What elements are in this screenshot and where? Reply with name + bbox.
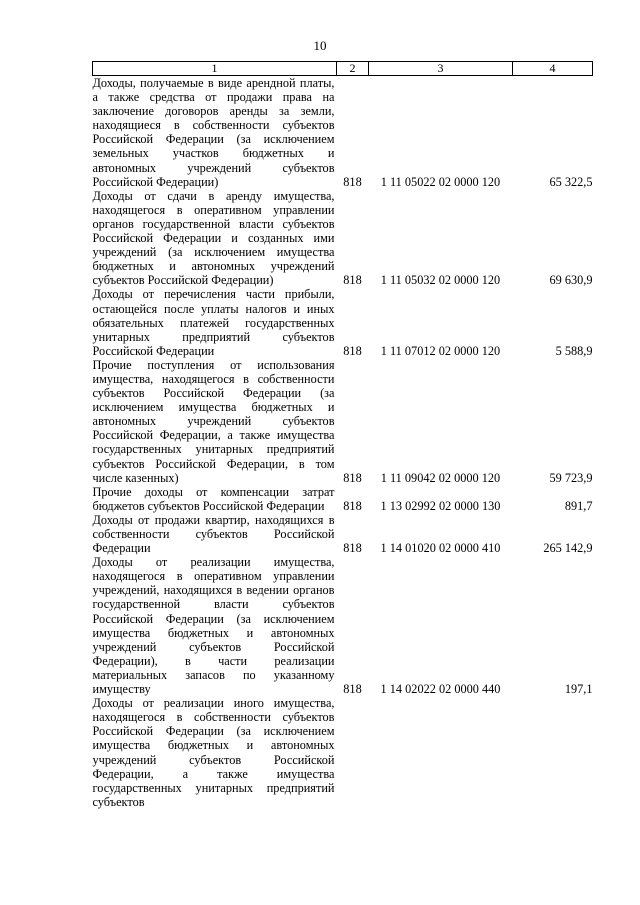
- table-body: [93, 76, 593, 809]
- budget-classification-code: 1 11 05032 02 0000 120: [380, 273, 501, 288]
- budget-classification-code: 1 11 07012 02 0000 120: [380, 343, 501, 358]
- revenue-name: Доходы, получаемые в виде арендной платы, а также средства от продажи права на заключение договоров аренды за земли, находящиеся в собственности субъектов Российской Федерации (за исключением земельных участков бюджетных и автономных учреждений субъектов Российской Федерации): [92, 76, 335, 189]
- table-row: [93, 513, 593, 555]
- revenue-table: [92, 61, 593, 809]
- table-row: [93, 287, 593, 357]
- admin-code: 818: [343, 541, 362, 556]
- amount: 5 588,9: [555, 343, 593, 358]
- admin-code: 818: [343, 343, 362, 358]
- budget-classification-code: 1 14 02022 02 0000 440: [380, 682, 501, 697]
- amount: 197,1: [564, 682, 593, 697]
- revenue-name: Доходы от сдачи в аренду имущества, находящегося в оперативном управлении органов государственной власти субъектов Российской Федерации и созданных ими учреждений (за исключением имущества бюджетных и автономных учреждений субъектов Российской Федерации): [92, 188, 335, 288]
- amount: 891,7: [564, 498, 593, 513]
- revenue-name: Доходы от перечисления части прибыли, остающейся после уплаты налогов и иных обязательных платежей государственных унитарных предприятий субъектов Российской Федерации: [92, 287, 335, 358]
- table-row: [93, 696, 593, 809]
- budget-classification-code: 1 13 02992 02 0000 130: [380, 498, 501, 513]
- admin-code: 818: [343, 273, 362, 288]
- amount: [513, 696, 593, 809]
- amount: 265 142,9: [543, 541, 593, 556]
- table-row: [93, 358, 593, 485]
- header-col-2: 2: [337, 62, 369, 76]
- budget-classification-code: 1 14 01020 02 0000 410: [380, 541, 501, 556]
- header-col-4: 4: [513, 62, 593, 76]
- revenue-name: Прочие доходы от компенсации затрат бюджетов субъектов Российской Федерации: [92, 484, 335, 513]
- budget-classification-code: 1 11 09042 02 0000 120: [380, 470, 501, 485]
- budget-classification-code: [369, 696, 513, 809]
- table-header: [93, 62, 593, 76]
- admin-code: 818: [343, 174, 362, 189]
- budget-classification-code: 1 11 05022 02 0000 120: [380, 174, 501, 189]
- admin-code: 818: [343, 498, 362, 513]
- admin-code: 818: [343, 682, 362, 697]
- table-row: [93, 485, 593, 513]
- revenue-name: Доходы от продажи квартир, находящихся в собственности субъектов Российской Федерации: [92, 512, 335, 556]
- header-col-1: 1: [93, 62, 337, 76]
- table-row: [93, 555, 593, 696]
- table-row: [93, 189, 593, 288]
- revenue-name: Доходы от реализации иного имущества, находящегося в собственности субъектов Российской Федерации (за исключением имущества бюджетных и автономных учреждений субъектов Российской Федерации, а также имущества государственных унитарных предприятий субъектов: [92, 696, 335, 809]
- admin-code: 818: [343, 470, 362, 485]
- revenue-name: Прочие поступления от использования имущества, находящегося в собственности субъектов Российской Федерации (за исключением имущества бюджетных и автономных учреждений субъектов Российской Федерации, а также имущества государственных унитарных предприятий субъектов Российской Федерации, в том числе казенных): [92, 357, 335, 485]
- amount: 59 723,9: [549, 470, 593, 485]
- amount: 69 630,9: [549, 273, 593, 288]
- amount: 65 322,5: [549, 174, 593, 189]
- page-number: 10: [313, 38, 327, 53]
- revenue-name: Доходы от реализации имущества, находящегося в оперативном управлении учреждений, находящихся в ведении органов государственной власти субъектов Российской Федерации (за исключением имущества бюджетных и автономных учреждений субъектов Российской Федерации), в части реализации материальных запасов по указанному имуществу: [92, 555, 335, 697]
- table-row: [93, 76, 593, 189]
- admin-code: [337, 696, 369, 809]
- header-row: [93, 62, 593, 76]
- header-col-3: 3: [369, 62, 513, 76]
